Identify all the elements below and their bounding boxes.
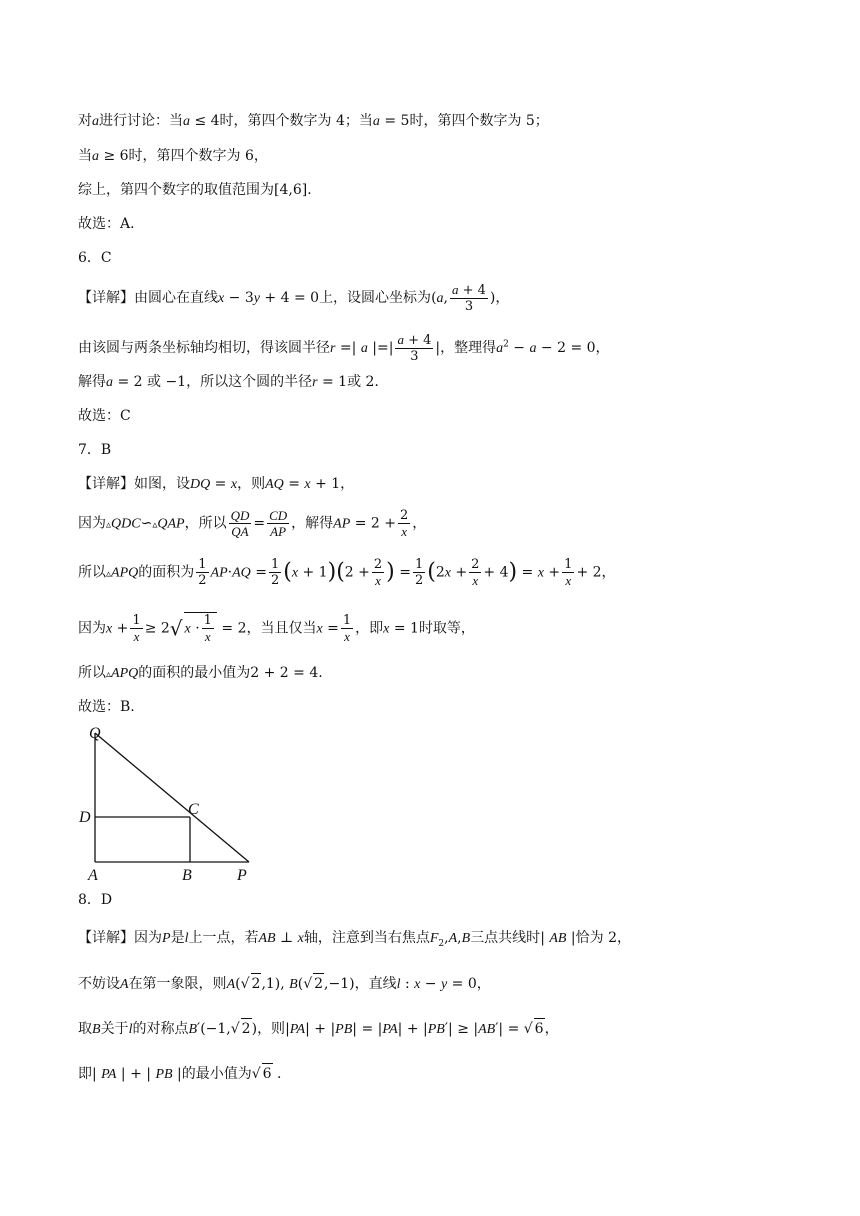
q7-answer: 故选：B. bbox=[78, 699, 135, 715]
q6-detail-3: 解得a = 2 或 −1，所以这个圆的半径r = 1或 2. bbox=[78, 374, 379, 390]
q6-answer: 故选：C bbox=[78, 408, 131, 424]
q8-title: 8．D bbox=[78, 892, 113, 908]
q7-detail-2: 因为▵QDC∽▵QAP，所以 $\frac{QD}{QA}$ = $\frac{CD}{AP}$ ，解得AP = 2 + $\frac{2}{x}$ ， bbox=[78, 508, 427, 539]
label-A: A bbox=[88, 867, 98, 884]
label-D: D bbox=[79, 809, 91, 826]
q7-detail-3: 所以▵APQ的面积为 $\frac{1}{2}$ AP·AQ = $\frac{1}{2}$ (x + 1)(2 + $\frac{2}{x}$ ) = $\frac{1}{2}$ (2x + $\frac{2}{x}$ + 4) = x + $\frac{1}{x}$ + 2， bbox=[78, 557, 616, 588]
q8-detail-3: 取B关于l的对称点B′(−1,√ 2)，则|PA| + |PB| = |PA| + |PB′| ≥ |AB′| = √ 6， bbox=[78, 1018, 800, 1040]
sol5-line-2: 当a ≥ 6时，第四个数字为 6， bbox=[78, 148, 268, 164]
q8-detail-4: 即| PA | + | PB |的最小值为√ 6 . bbox=[78, 1063, 800, 1085]
q7-detail-5: 所以▵APQ的面积的最小值为2 + 2 = 4. bbox=[78, 665, 323, 681]
label-B: B bbox=[182, 867, 192, 884]
q7-detail-1: 【详解】如图，设DQ = x，则AQ = x + 1， bbox=[78, 476, 355, 492]
sol5-line-1: 对a进行讨论：当a ≤ 4时，第四个数字为 4；当a = 5时，第四个数字为 5； bbox=[78, 113, 549, 129]
sol5-answer: 故选：A. bbox=[78, 216, 135, 232]
label-P: P bbox=[237, 867, 247, 884]
label-Q: Q bbox=[89, 725, 101, 742]
label-C: C bbox=[188, 801, 199, 818]
q7-figure bbox=[74, 724, 264, 884]
q7-title: 7．B bbox=[78, 442, 112, 458]
q7-detail-4: 因为x + $\frac{1}{x}$ ≥ 2√ x · $\frac{1}{x}$ = 2，当且仅当x = $\frac{1}{x}$ ，即x = 1时取等， bbox=[78, 613, 475, 644]
q6-detail-2: 由该圆与两条坐标轴均相切，得该圆半径r =| a |=| $\frac{a + 4}{3}$ |，整理得$a^2 - a - 2 = 0$， bbox=[78, 332, 610, 364]
q6-title: 6．C bbox=[78, 250, 112, 266]
q6-detail-1: 【详解】由圆心在直线x − 3y + 4 = 0上，设圆心坐标为(a, $\frac{a + 4}{3}$ )， bbox=[78, 282, 510, 314]
segment-QP bbox=[95, 733, 249, 862]
q8-detail-2: 不妨设A在第一象限，则A(√ 2,1), B(√ 2,−1)，直线l : x − y = 0， bbox=[78, 973, 800, 995]
q8-detail-1: 【详解】因为P是l上一点，若AB ⊥ x轴，注意到当右焦点$F_2,A,B$三点共线时| AB |恰为 2， bbox=[78, 930, 631, 949]
sol5-line-3: 综上，第四个数字的取值范围为[4,6]. bbox=[78, 182, 312, 198]
